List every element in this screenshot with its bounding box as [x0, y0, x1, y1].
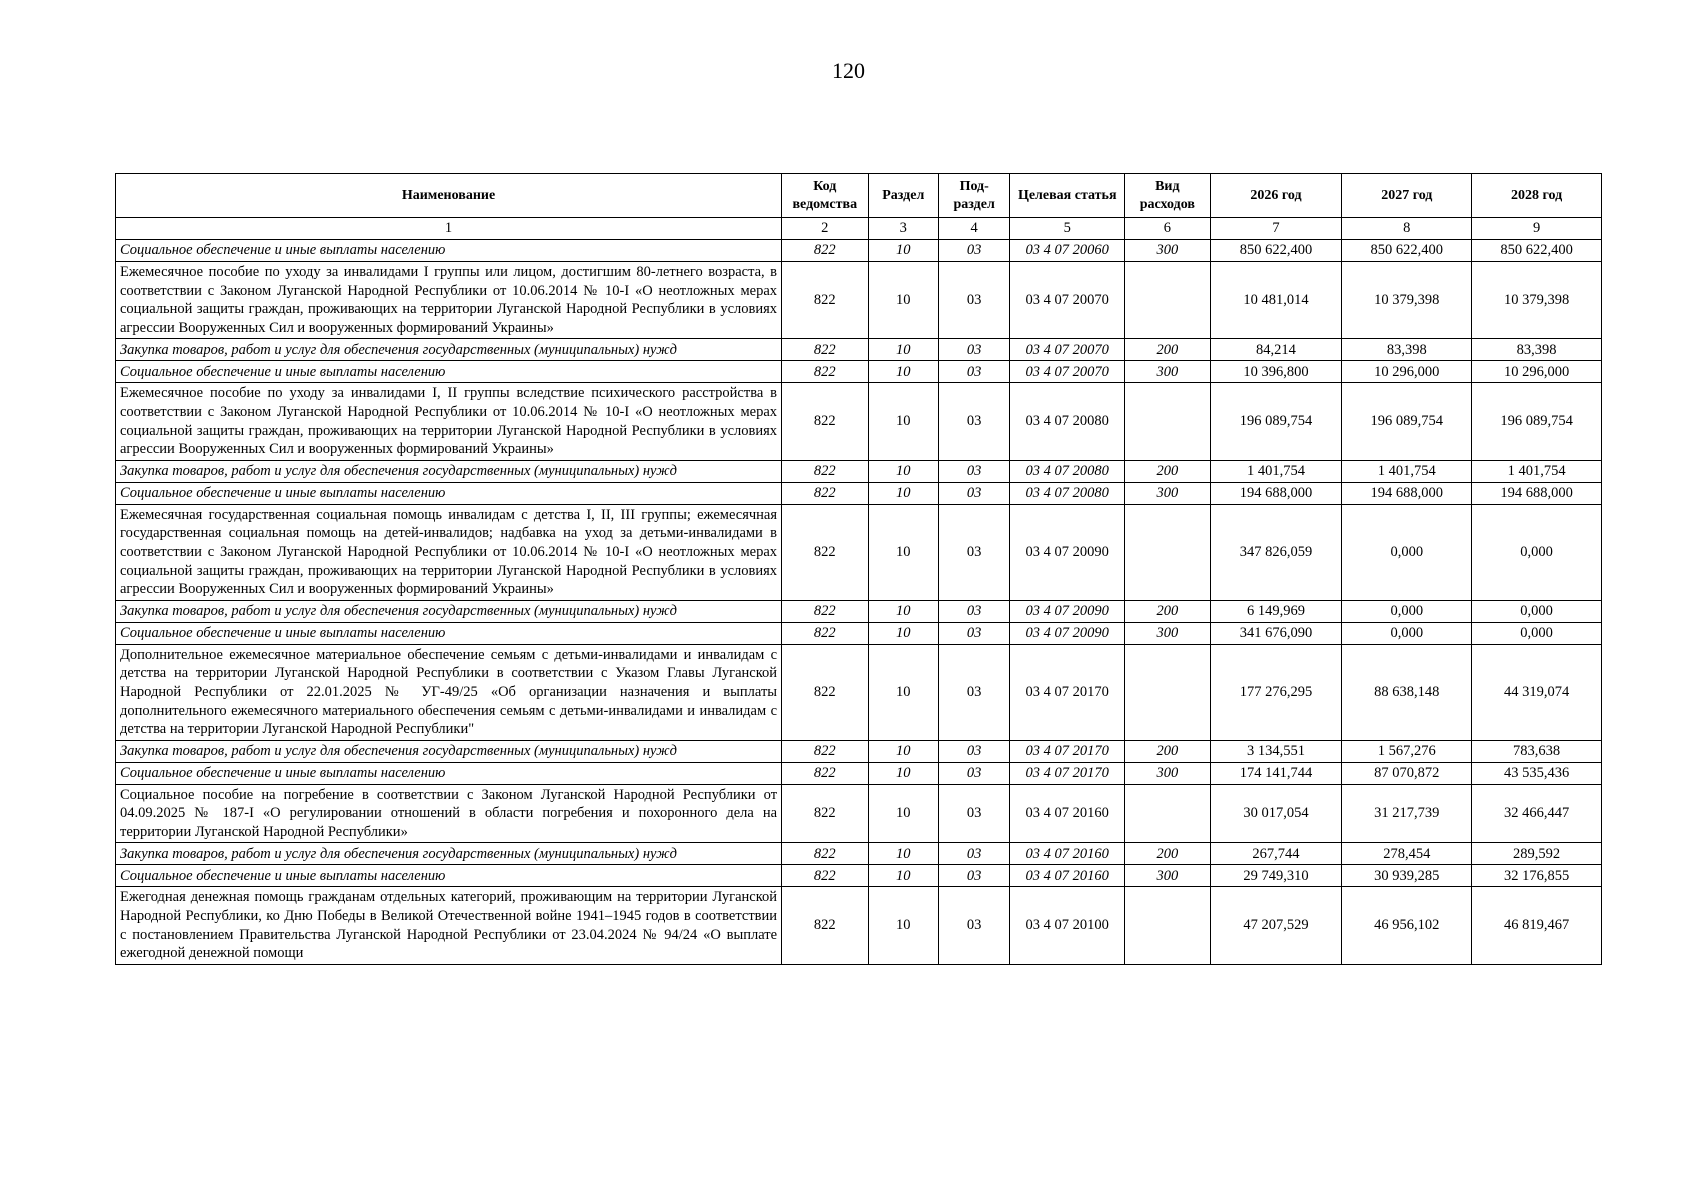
cell-name: Ежемесячная государственная социальная помощь инвалидам с детства I, II, III группы; ежемесячная государственная социальная помощь на детей-инвалидов; надбавка на уход за детьми-инвалидами в соответствии с Законом Луганской Народной Республики от 10.06.2014 № 10-I «О неотложных мерах социальной защиты граждан, проживающих на территории Луганской Народной Республики в условиях агрессии Вооруженных Сил и вооруженных формирований Украины» [116, 504, 782, 600]
cell-name: Социальное обеспечение и иные выплаты населению [116, 240, 782, 262]
cell-target-item: 03 4 07 20070 [1010, 262, 1125, 339]
cell-2028: 46 819,467 [1472, 887, 1602, 964]
cell-2026: 850 622,400 [1210, 240, 1342, 262]
cell-target-item: 03 4 07 20170 [1010, 644, 1125, 740]
table-row-subitem [116, 740, 1602, 762]
cell-target-item: 03 4 07 20100 [1010, 887, 1125, 964]
cell-2026: 10 481,014 [1210, 262, 1342, 339]
cell-expense-type: 200 [1125, 460, 1211, 482]
cell-name: Дополнительное ежемесячное материальное обеспечение семьям с детьми-инвалидами и инвалидам с детства на территории Луганской Народной Республики в соответствии с Указом Главы Луганской Народной Республики от 22.01.2025 № УГ-49/25 «Об организации назначения и выплаты дополнительного ежемесячного материального обеспечения семьям с детьми-инвалидами и инвалидам с детства на территории Луганской Народной Республики" [116, 644, 782, 740]
cell-target-item: 03 4 07 20090 [1010, 622, 1125, 644]
cell-2027: 196 089,754 [1342, 383, 1472, 460]
cell-subsection: 03 [938, 762, 1009, 784]
header-section: Раздел [868, 174, 938, 218]
cell-2028: 32 176,855 [1472, 865, 1602, 887]
cell-2028: 850 622,400 [1472, 240, 1602, 262]
cell-section: 10 [868, 361, 938, 383]
cell-expense-type: 300 [1125, 622, 1211, 644]
cell-expense-type [1125, 504, 1211, 600]
cell-2027: 0,000 [1342, 504, 1472, 600]
cell-dept-code: 822 [782, 600, 869, 622]
cell-dept-code: 822 [782, 460, 869, 482]
header-subsection: Под-раздел [938, 174, 1009, 218]
cell-expense-type: 300 [1125, 240, 1211, 262]
table-row-subitem [116, 240, 1602, 262]
cell-2027: 0,000 [1342, 600, 1472, 622]
cell-dept-code: 822 [782, 383, 869, 460]
cell-dept-code: 822 [782, 762, 869, 784]
column-number: 2 [782, 218, 869, 240]
cell-subsection: 03 [938, 887, 1009, 964]
table-row-subitem [116, 361, 1602, 383]
cell-2028: 1 401,754 [1472, 460, 1602, 482]
cell-2026: 267,744 [1210, 843, 1342, 865]
cell-2027: 0,000 [1342, 622, 1472, 644]
cell-section: 10 [868, 762, 938, 784]
table-row-subitem [116, 460, 1602, 482]
cell-subsection: 03 [938, 339, 1009, 361]
cell-2027: 88 638,148 [1342, 644, 1472, 740]
cell-section: 10 [868, 843, 938, 865]
cell-subsection: 03 [938, 460, 1009, 482]
cell-target-item: 03 4 07 20160 [1010, 784, 1125, 843]
page-number: 120 [832, 58, 865, 83]
column-number: 3 [868, 218, 938, 240]
column-number: 6 [1125, 218, 1211, 240]
table-row-item [116, 504, 1602, 600]
cell-name: Социальное обеспечение и иные выплаты населению [116, 865, 782, 887]
cell-2028: 83,398 [1472, 339, 1602, 361]
table-row-item [116, 784, 1602, 843]
cell-target-item: 03 4 07 20090 [1010, 600, 1125, 622]
cell-subsection: 03 [938, 262, 1009, 339]
cell-dept-code: 822 [782, 740, 869, 762]
cell-expense-type: 200 [1125, 843, 1211, 865]
cell-target-item: 03 4 07 20160 [1010, 843, 1125, 865]
column-number: 1 [116, 218, 782, 240]
cell-2027: 31 217,739 [1342, 784, 1472, 843]
cell-subsection: 03 [938, 482, 1009, 504]
table-row-item [116, 887, 1602, 964]
cell-2026: 84,214 [1210, 339, 1342, 361]
cell-2026: 10 396,800 [1210, 361, 1342, 383]
table-row-subitem [116, 339, 1602, 361]
cell-expense-type: 300 [1125, 865, 1211, 887]
cell-section: 10 [868, 240, 938, 262]
cell-2026: 6 149,969 [1210, 600, 1342, 622]
table-row-subitem [116, 600, 1602, 622]
cell-subsection: 03 [938, 622, 1009, 644]
cell-subsection: 03 [938, 644, 1009, 740]
cell-2026: 174 141,744 [1210, 762, 1342, 784]
cell-section: 10 [868, 262, 938, 339]
cell-name: Закупка товаров, работ и услуг для обеспечения государственных (муниципальных) нужд [116, 339, 782, 361]
cell-subsection: 03 [938, 843, 1009, 865]
cell-dept-code: 822 [782, 887, 869, 964]
column-number: 8 [1342, 218, 1472, 240]
cell-section: 10 [868, 504, 938, 600]
cell-subsection: 03 [938, 740, 1009, 762]
header-name: Наименование [116, 174, 782, 218]
cell-expense-type [1125, 262, 1211, 339]
table-row-subitem [116, 482, 1602, 504]
column-number: 9 [1472, 218, 1602, 240]
table-row-subitem [116, 843, 1602, 865]
cell-2028: 0,000 [1472, 504, 1602, 600]
cell-expense-type: 200 [1125, 600, 1211, 622]
cell-subsection: 03 [938, 240, 1009, 262]
cell-target-item: 03 4 07 20080 [1010, 383, 1125, 460]
cell-2027: 10 296,000 [1342, 361, 1472, 383]
cell-2028: 10 296,000 [1472, 361, 1602, 383]
cell-2027: 46 956,102 [1342, 887, 1472, 964]
cell-2027: 30 939,285 [1342, 865, 1472, 887]
table-row-subitem [116, 865, 1602, 887]
cell-2027: 87 070,872 [1342, 762, 1472, 784]
cell-expense-type: 200 [1125, 740, 1211, 762]
cell-2026: 177 276,295 [1210, 644, 1342, 740]
column-number: 4 [938, 218, 1009, 240]
cell-2026: 1 401,754 [1210, 460, 1342, 482]
cell-subsection: 03 [938, 865, 1009, 887]
cell-2028: 43 535,436 [1472, 762, 1602, 784]
cell-dept-code: 822 [782, 843, 869, 865]
cell-subsection: 03 [938, 383, 1009, 460]
cell-section: 10 [868, 887, 938, 964]
cell-name: Социальное обеспечение и иные выплаты населению [116, 482, 782, 504]
cell-target-item: 03 4 07 20070 [1010, 361, 1125, 383]
cell-dept-code: 822 [782, 784, 869, 843]
cell-dept-code: 822 [782, 482, 869, 504]
cell-name: Социальное обеспечение и иные выплаты населению [116, 361, 782, 383]
header-target-item: Целевая статья [1010, 174, 1125, 218]
cell-name: Закупка товаров, работ и услуг для обеспечения государственных (муниципальных) нужд [116, 740, 782, 762]
cell-target-item: 03 4 07 20170 [1010, 740, 1125, 762]
cell-name: Социальное обеспечение и иные выплаты населению [116, 762, 782, 784]
cell-section: 10 [868, 383, 938, 460]
cell-2028: 194 688,000 [1472, 482, 1602, 504]
cell-2028: 196 089,754 [1472, 383, 1602, 460]
cell-subsection: 03 [938, 784, 1009, 843]
cell-expense-type: 300 [1125, 762, 1211, 784]
cell-section: 10 [868, 644, 938, 740]
cell-target-item: 03 4 07 20080 [1010, 482, 1125, 504]
header-2028: 2028 год [1472, 174, 1602, 218]
cell-dept-code: 822 [782, 240, 869, 262]
cell-expense-type: 200 [1125, 339, 1211, 361]
cell-target-item: 03 4 07 20090 [1010, 504, 1125, 600]
cell-expense-type: 300 [1125, 361, 1211, 383]
header-2026: 2026 год [1210, 174, 1342, 218]
table-row-item [116, 644, 1602, 740]
cell-subsection: 03 [938, 600, 1009, 622]
cell-2026: 194 688,000 [1210, 482, 1342, 504]
cell-2028: 0,000 [1472, 600, 1602, 622]
cell-expense-type [1125, 784, 1211, 843]
cell-section: 10 [868, 784, 938, 843]
cell-dept-code: 822 [782, 361, 869, 383]
cell-dept-code: 822 [782, 504, 869, 600]
cell-name: Ежемесячное пособие по уходу за инвалидами I, II группы вследствие психического расстройства в соответствии с Законом Луганской Народной Республики от 10.06.2014 № 10-I «О неотложных мерах социальной защиты граждан, проживающих на территории Луганской Народной Республики в условиях агрессии Вооруженных Сил и вооруженных формирований Украины» [116, 383, 782, 460]
cell-2026: 30 017,054 [1210, 784, 1342, 843]
cell-dept-code: 822 [782, 622, 869, 644]
cell-expense-type [1125, 383, 1211, 460]
cell-dept-code: 822 [782, 865, 869, 887]
cell-2028: 289,592 [1472, 843, 1602, 865]
cell-2028: 32 466,447 [1472, 784, 1602, 843]
cell-2026: 341 676,090 [1210, 622, 1342, 644]
cell-target-item: 03 4 07 20060 [1010, 240, 1125, 262]
header-expense-type: Вид расходов [1125, 174, 1211, 218]
cell-name: Ежегодная денежная помощь гражданам отдельных категорий, проживающим на территории Луганской Народной Республики, ко Дню Победы в Великой Отечественной войне 1941–1945 годов в соответствии с постановлением Правительства Луганской Народной Республики от 23.04.2024 № 94/24 «О выплате ежегодной денежной помощи [116, 887, 782, 964]
header-dept-code: Код ведомства [782, 174, 869, 218]
cell-2027: 10 379,398 [1342, 262, 1472, 339]
cell-2027: 83,398 [1342, 339, 1472, 361]
cell-2026: 29 749,310 [1210, 865, 1342, 887]
cell-section: 10 [868, 482, 938, 504]
cell-target-item: 03 4 07 20070 [1010, 339, 1125, 361]
cell-section: 10 [868, 339, 938, 361]
cell-target-item: 03 4 07 20080 [1010, 460, 1125, 482]
cell-2026: 47 207,529 [1210, 887, 1342, 964]
cell-2028: 0,000 [1472, 622, 1602, 644]
header-2027: 2027 год [1342, 174, 1472, 218]
cell-2028: 44 319,074 [1472, 644, 1602, 740]
cell-2028: 10 379,398 [1472, 262, 1602, 339]
cell-section: 10 [868, 622, 938, 644]
table-row-item [116, 262, 1602, 339]
cell-2027: 194 688,000 [1342, 482, 1472, 504]
cell-section: 10 [868, 740, 938, 762]
cell-name: Закупка товаров, работ и услуг для обеспечения государственных (муниципальных) нужд [116, 600, 782, 622]
cell-dept-code: 822 [782, 339, 869, 361]
column-number-row [116, 218, 1602, 240]
cell-expense-type [1125, 644, 1211, 740]
cell-name: Социальное обеспечение и иные выплаты населению [116, 622, 782, 644]
cell-expense-type [1125, 887, 1211, 964]
cell-2027: 850 622,400 [1342, 240, 1472, 262]
budget-table [115, 173, 1602, 965]
cell-target-item: 03 4 07 20160 [1010, 865, 1125, 887]
header-row [116, 174, 1602, 218]
cell-target-item: 03 4 07 20170 [1010, 762, 1125, 784]
cell-expense-type: 300 [1125, 482, 1211, 504]
cell-2026: 3 134,551 [1210, 740, 1342, 762]
table-row-subitem [116, 762, 1602, 784]
cell-dept-code: 822 [782, 644, 869, 740]
cell-section: 10 [868, 460, 938, 482]
cell-2027: 1 567,276 [1342, 740, 1472, 762]
cell-name: Закупка товаров, работ и услуг для обеспечения государственных (муниципальных) нужд [116, 460, 782, 482]
table-row-subitem [116, 622, 1602, 644]
cell-2028: 783,638 [1472, 740, 1602, 762]
column-number: 7 [1210, 218, 1342, 240]
cell-2027: 278,454 [1342, 843, 1472, 865]
cell-subsection: 03 [938, 504, 1009, 600]
cell-name: Социальное пособие на погребение в соответствии с Законом Луганской Народной Республики от 04.09.2025 № 187-I «О регулировании отношений в области погребения и похоронного дела на территории Луганской Народной Республики» [116, 784, 782, 843]
column-number: 5 [1010, 218, 1125, 240]
cell-name: Закупка товаров, работ и услуг для обеспечения государственных (муниципальных) нужд [116, 843, 782, 865]
cell-subsection: 03 [938, 361, 1009, 383]
cell-dept-code: 822 [782, 262, 869, 339]
cell-section: 10 [868, 865, 938, 887]
cell-section: 10 [868, 600, 938, 622]
cell-2026: 347 826,059 [1210, 504, 1342, 600]
cell-name: Ежемесячное пособие по уходу за инвалидами I группы или лицом, достигшим 80-летнего возраста, в соответствии с Законом Луганской Народной Республики от 10.06.2014 № 10-I «О неотложных мерах социальной защиты граждан, проживающих на территории Луганской Народной Республики в условиях агрессии Вооруженных Сил и вооруженных формирований Украины» [116, 262, 782, 339]
cell-2027: 1 401,754 [1342, 460, 1472, 482]
cell-2026: 196 089,754 [1210, 383, 1342, 460]
table-row-item [116, 383, 1602, 460]
